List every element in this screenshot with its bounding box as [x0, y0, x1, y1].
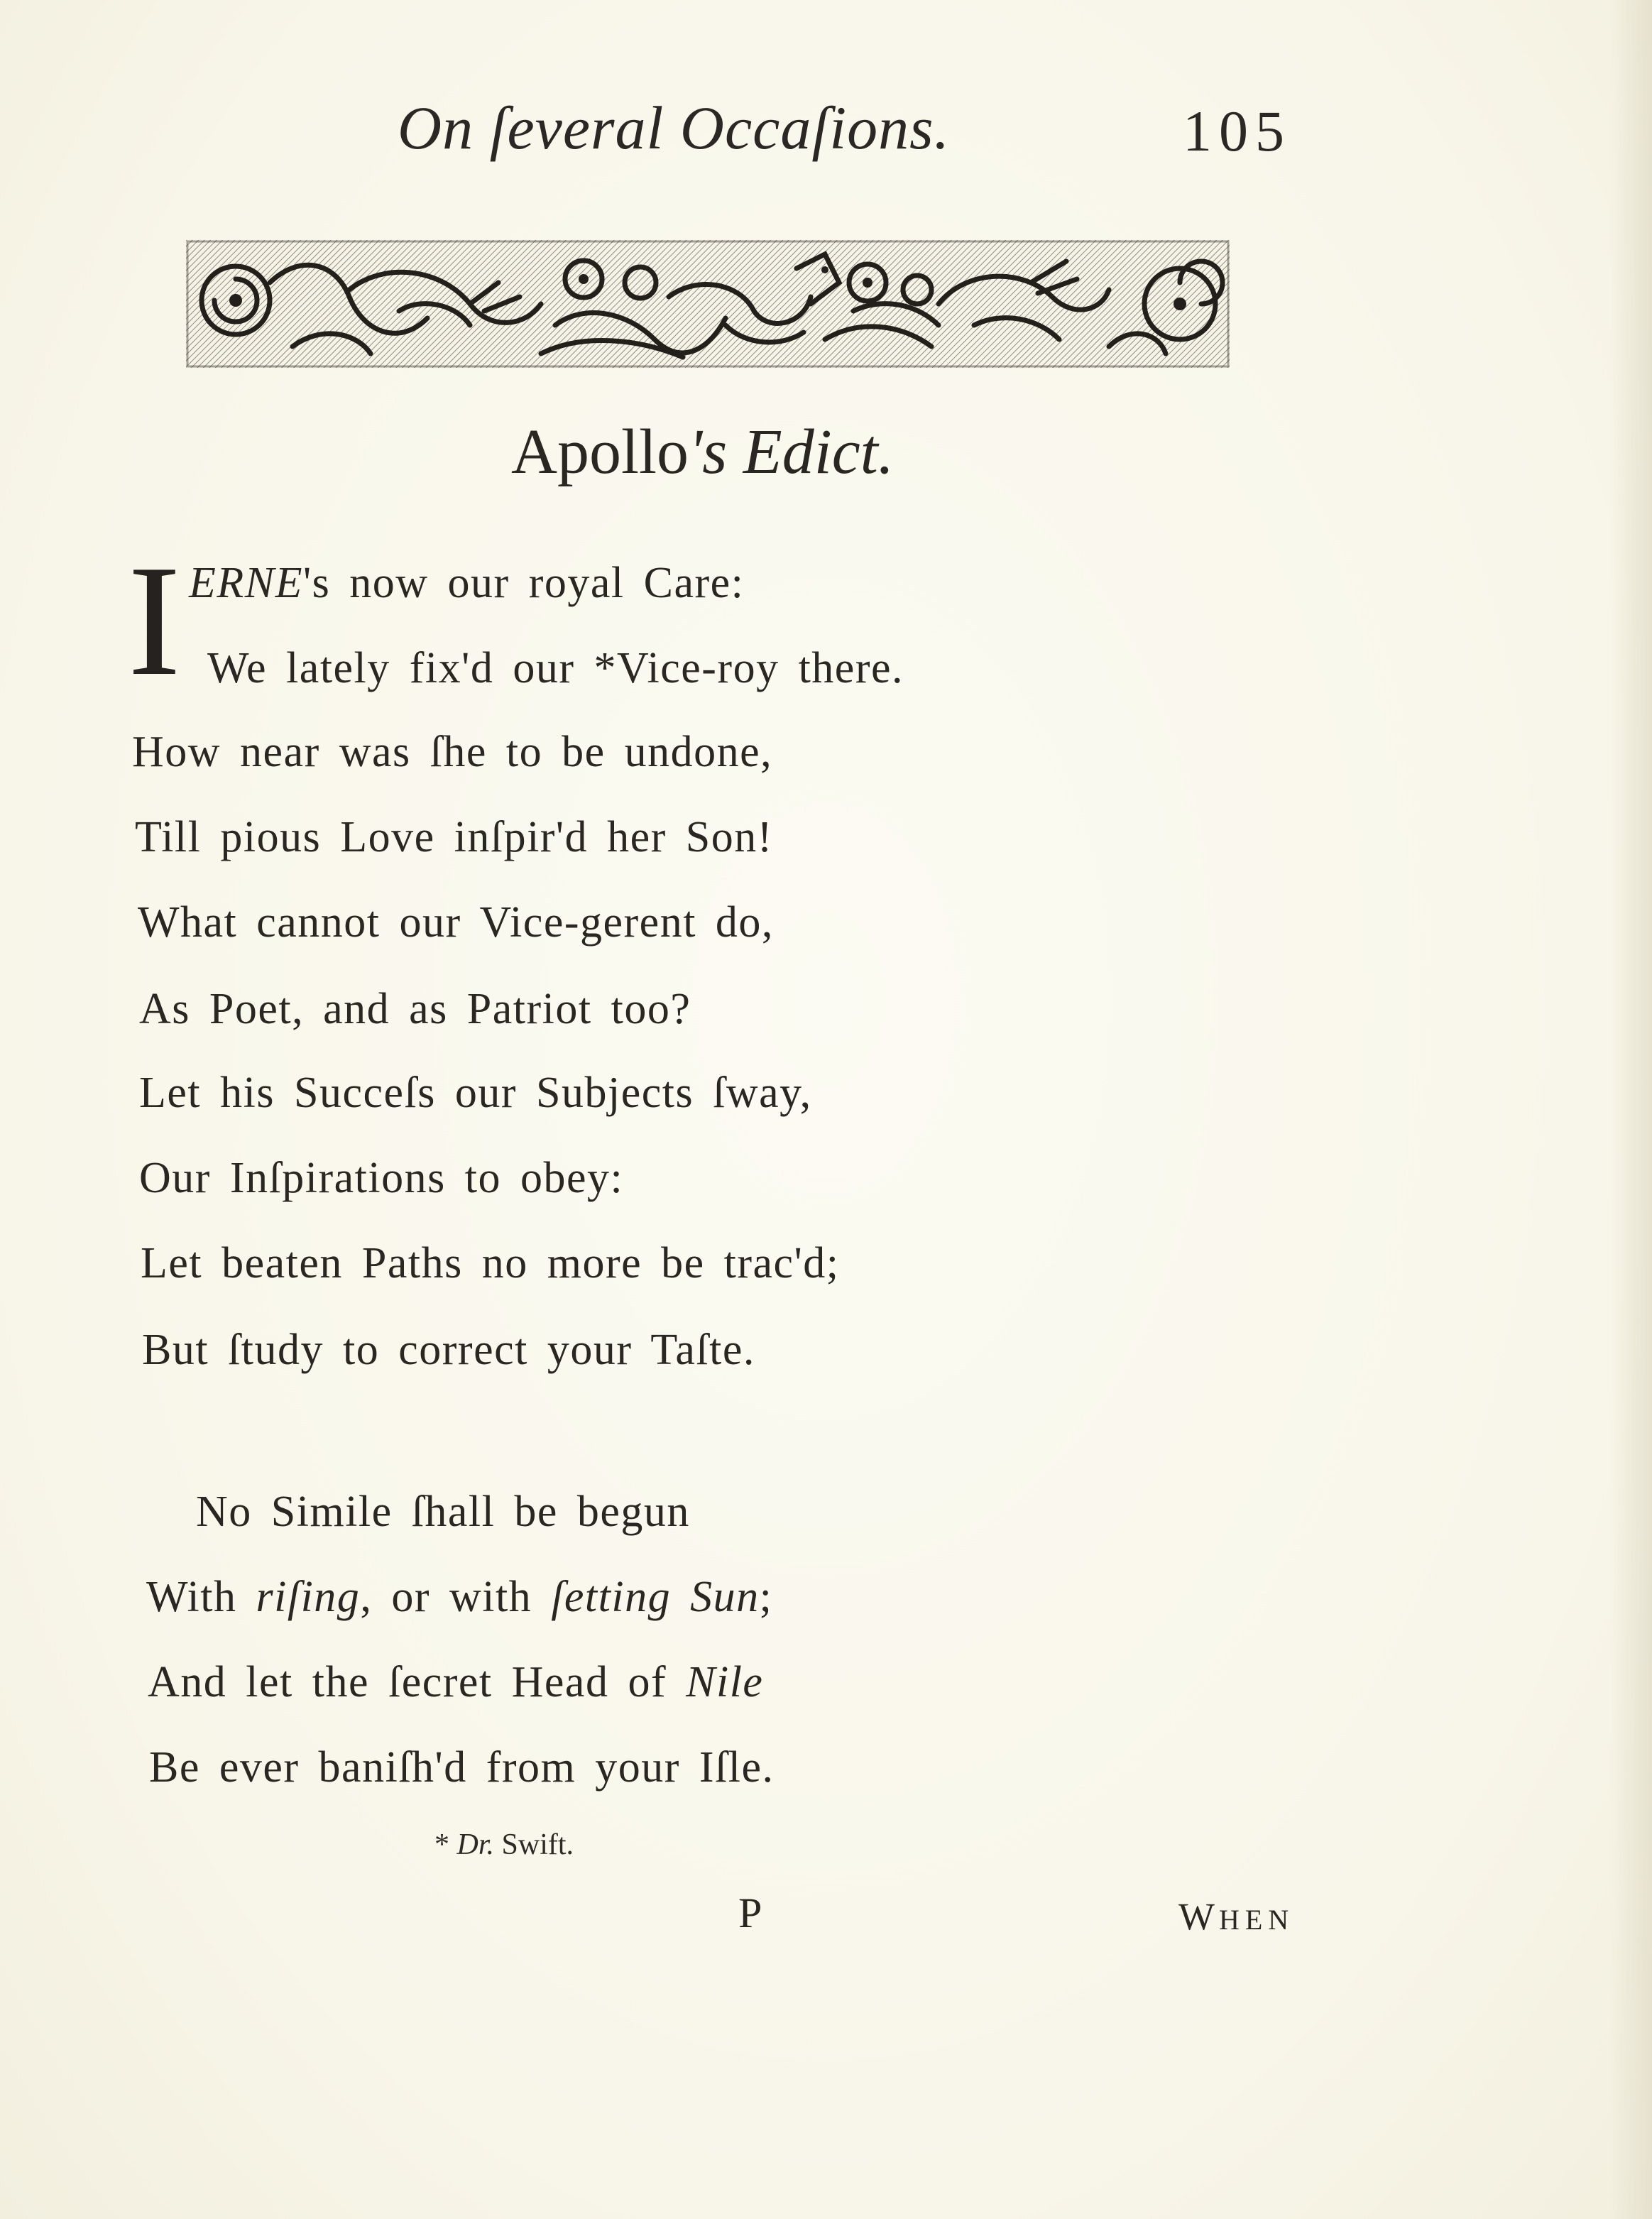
verse-line: Our Inſpirations to obey:	[139, 1154, 624, 1202]
verse-text: 's now our royal Care:	[302, 559, 745, 607]
verse-line: Let his Succeſs our Subjects ſway,	[139, 1069, 812, 1117]
verse-italic: Nile	[686, 1658, 764, 1706]
page-number: 105	[1183, 99, 1291, 163]
verse-line: But ſtudy to correct your Taſte.	[142, 1326, 755, 1374]
title-italic: 's Edict.	[689, 417, 895, 487]
catchword-initial: W	[1178, 1895, 1219, 1938]
footnote-label: Dr.	[456, 1828, 495, 1861]
title-roman: Apollo	[511, 417, 689, 487]
verse-line: Let beaten Paths no more be trac'd;	[141, 1239, 840, 1287]
verse-line: What cannot our Vice-gerent do,	[138, 898, 774, 947]
verse-line: How near was ſhe to be undone,	[132, 728, 773, 776]
verse-text: ;	[759, 1573, 773, 1621]
verse-text: And let the ſecret Head of	[148, 1658, 686, 1706]
poem-title	[511, 415, 894, 489]
verse-line	[189, 561, 744, 605]
verse-line: Be ever baniſh'd from your Iſle.	[149, 1743, 775, 1792]
verse-line: Till pious Love inſpir'd her Son!	[135, 813, 773, 861]
verse-line: As Poet, and as Patriot too?	[139, 985, 691, 1033]
drop-cap-initial: I	[128, 533, 181, 709]
verse-text: , or with	[360, 1573, 552, 1621]
verse-italic: riſing	[256, 1573, 361, 1621]
verse-line	[148, 1660, 763, 1704]
footnote-mark: *	[434, 1828, 449, 1861]
verse-line	[146, 1575, 772, 1619]
verse-italic: ERNE	[189, 559, 303, 607]
verse-italic: ſetting Sun	[551, 1573, 760, 1621]
catchword	[1178, 1894, 1294, 1939]
signature-mark: P	[738, 1890, 762, 1936]
page-gutter-shadow	[1609, 0, 1652, 2219]
verse-line: We lately fix'd our *Vice-roy there.	[207, 644, 904, 692]
decorative-ornament-band-icon	[186, 240, 1230, 368]
footnote	[434, 1828, 574, 1862]
running-head: On ſeveral Occaſions.	[398, 94, 951, 162]
catchword-rest: HEN	[1218, 1904, 1295, 1936]
verse-text: With	[146, 1573, 256, 1621]
verse-line: No Simile ſhall be begun	[196, 1488, 690, 1536]
footnote-name: Swift.	[501, 1828, 574, 1861]
